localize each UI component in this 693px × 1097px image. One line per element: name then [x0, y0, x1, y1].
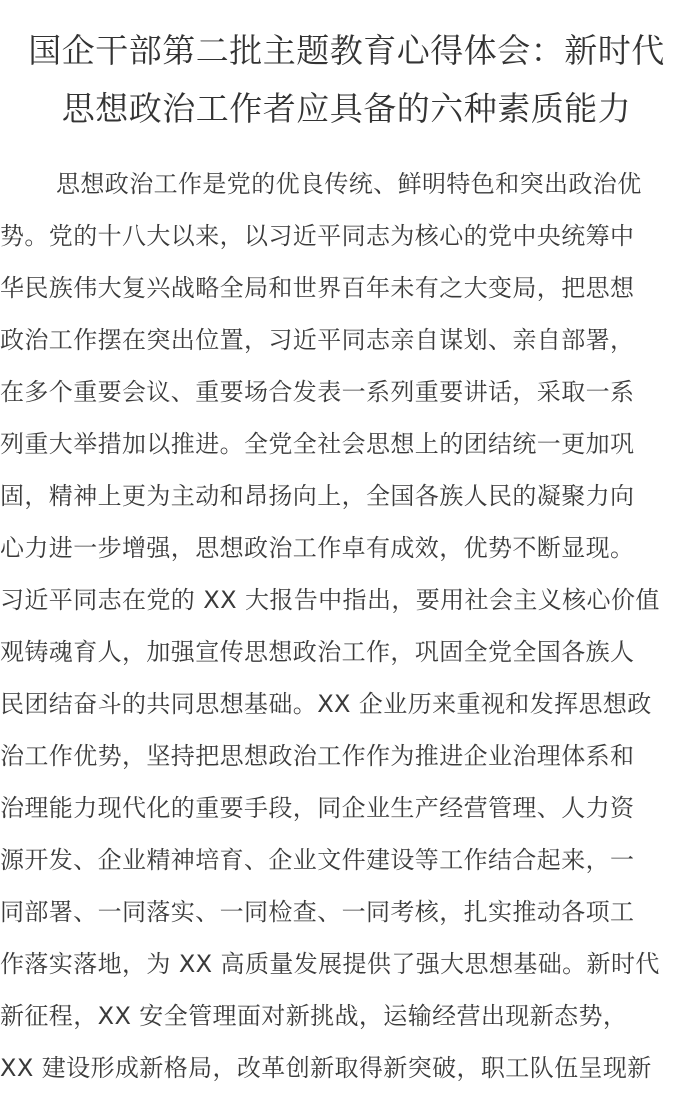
paragraph-line: 心力进一步增强，思想政治工作卓有成效，优势不断显现。	[0, 534, 635, 562]
paragraph-line: 同部署、一同落实、一同检查、一同考核，扎实推动各项工	[0, 898, 635, 926]
title-line-1: 国企干部第二批主题教育心得体会：新时代	[28, 31, 665, 70]
title-line-2: 思想政治工作者应具备的六种素质能力	[61, 89, 632, 128]
paragraph-line: 作落实落地，为 XX 高质量发展提供了强大思想基础。新时代	[0, 950, 660, 978]
paragraph-line: 民团结奋斗的共同思想基础。XX 企业历来重视和发挥思想政	[0, 690, 652, 718]
paragraph-line: 思想政治工作是党的优良传统、鲜明特色和突出政治优	[56, 170, 642, 198]
document-title	[0, 22, 693, 138]
paragraph-line: 新征程，XX 安全管理面对新挑战，运输经营出现新态势，	[0, 1002, 628, 1030]
paragraph-line: 政治工作摆在突出位置，习近平同志亲自谋划、亲自部署，	[0, 326, 635, 354]
paragraph-line: 在多个重要会议、重要场合发表一系列重要讲话，采取一系	[0, 378, 635, 406]
paragraph-line: 治理能力现代化的重要手段，同企业生产经营管理、人力资	[0, 794, 635, 822]
paragraph-line: XX 建设形成新格局，改革创新取得新突破，职工队伍呈现新	[0, 1054, 652, 1082]
paragraph-line: 列重大举措加以推进。全党全社会思想上的团结统一更加巩	[0, 430, 635, 458]
paragraph-line: 治工作优势，坚持把思想政治工作作为推进企业治理体系和	[0, 742, 635, 770]
paragraph-line: 习近平同志在党的 XX 大报告中指出，要用社会主义核心价值	[0, 586, 660, 614]
paragraph-line: 固，精神上更为主动和昂扬向上，全国各族人民的凝聚力向	[0, 482, 635, 510]
paragraph-line: 观铸魂育人，加强宣传思想政治工作，巩固全党全国各族人	[0, 638, 635, 666]
paragraph-line: 势。党的十八大以来，以习近平同志为核心的党中央统筹中	[0, 222, 635, 250]
paragraph-line: 华民族伟大复兴战略全局和世界百年未有之大变局，把思想	[0, 274, 635, 302]
body-paragraph	[0, 158, 693, 1094]
paragraph-line: 源开发、企业精神培育、企业文件建设等工作结合起来，一	[0, 846, 635, 874]
